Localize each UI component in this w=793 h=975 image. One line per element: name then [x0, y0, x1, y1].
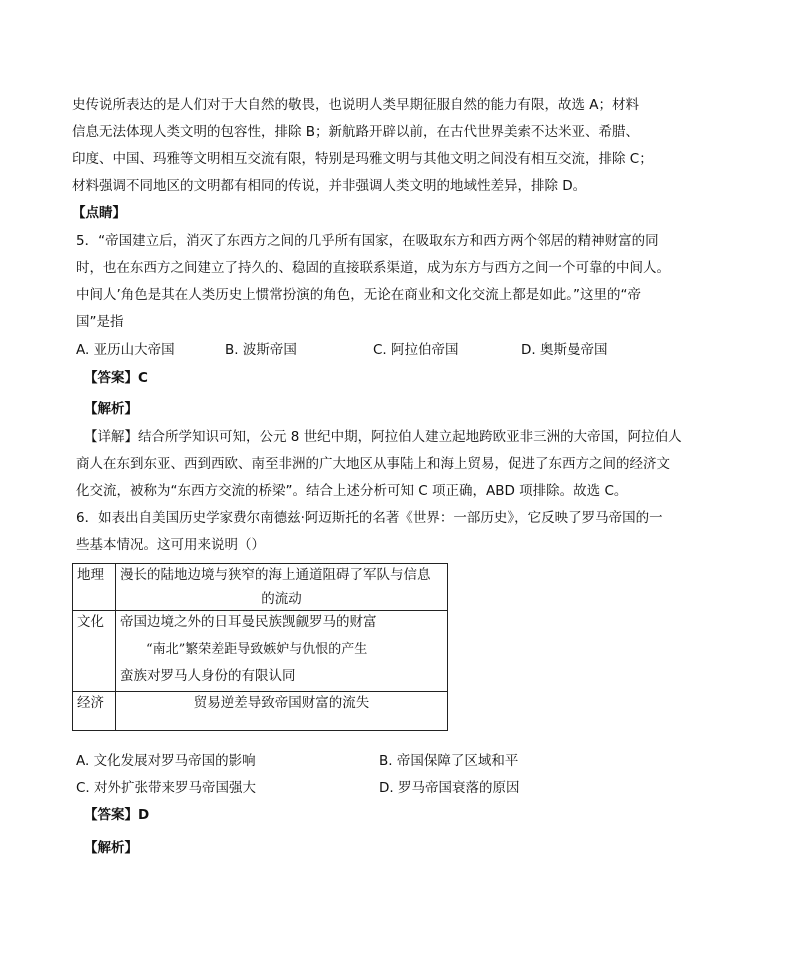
- table-label-geo: 地理: [73, 564, 116, 611]
- table-row: [73, 611, 448, 692]
- q6-option-d: D. 罗马帝国衰落的原因: [379, 780, 520, 796]
- rome-info-table: [72, 563, 448, 731]
- q5-option-c: C. 阿拉伯帝国: [373, 342, 459, 358]
- table-cell-econ: [116, 692, 448, 731]
- question-5-line: 中间人’角色是其在人类历史上惯常扮演的角色，无论在商业和文化交流上都是如此。”这里的“帝: [76, 287, 642, 303]
- question-5-line: 国”是指: [76, 314, 124, 330]
- paragraph-line: 材料强调不同地区的文明都有相同的传说，并非强调人类文明的地域性差异，排除 D。: [72, 178, 587, 194]
- table-cell-text: 帝国边境之外的日耳曼民族觊觎罗马的财富: [120, 614, 377, 630]
- paragraph-line: 史传说所表达的是人们对于大自然的敬畏，也说明人类早期征服自然的能力有限，故选 A；材料: [72, 97, 640, 113]
- table-label-culture: 文化: [73, 611, 116, 692]
- table-label-econ: 经济: [73, 692, 116, 731]
- paragraph-line: 信息无法体现人类文明的包容性，排除 B；新航路开辟以前，在古代世界美索不达米亚、希腊、: [72, 124, 640, 140]
- q6-option-b: B. 帝国保障了区域和平: [379, 753, 519, 769]
- q5-detail-line: 商人在东到东亚、西到西欧、南至非洲的广大地区从事陆上和海上贸易，促进了东西方之间的经济文: [76, 456, 670, 472]
- q6-answer: 【答案】D: [84, 807, 150, 823]
- table-row: [73, 564, 448, 611]
- table-cell-text: 贸易逆差导致帝国财富的流失: [193, 695, 370, 711]
- table-row: [73, 692, 448, 731]
- q5-detail-line: 【详解】结合所学知识可知，公元 8 世纪中期，阿拉伯人建立起地跨欧亚非三洲的大帝国，阿拉伯人: [84, 429, 682, 445]
- table-cell-text: 漫长的陆地边境与狭窄的海上通道阻碍了军队与信息: [120, 567, 431, 583]
- table-cell-text: 蛮族对罗马人身份的有限认同: [120, 668, 296, 684]
- q5-option-b: B. 波斯帝国: [225, 342, 297, 358]
- q5-option-d: D. 奥斯曼帝国: [521, 342, 608, 358]
- q5-detail-line: 化交流，被称为“东西方交流的桥梁”。结合上述分析可知 C 项正确，ABD 项排除。故选 C。: [76, 483, 628, 499]
- table-cell-culture: [116, 611, 448, 692]
- q6-option-c: C. 对外扩张带来罗马帝国强大: [76, 780, 257, 796]
- q5-answer: 【答案】C: [84, 370, 148, 386]
- question-6-line: 6．如表出自美国历史学家费尔南德兹·阿迈斯托的名著《世界：一部历史》，它反映了罗马帝国的一: [76, 510, 663, 526]
- paragraph-line: 印度、中国、玛雅等文明相互交流有限，特别是玛雅文明与其他文明之间没有相互交流，排除 C；: [72, 151, 653, 167]
- table-cell-text: 的流动: [261, 591, 302, 607]
- q5-option-a: A. 亚历山大帝国: [76, 342, 175, 358]
- question-6-line: 些基本情况。这可用来说明（）: [76, 537, 265, 553]
- q6-option-a: A. 文化发展对罗马帝国的影响: [76, 753, 256, 769]
- q6-analysis-heading: 【解析】: [84, 840, 138, 856]
- question-5-line: 5．“帝国建立后，消灭了东西方之间的几乎所有国家，在吸取东方和西方两个邻居的精神财富的同: [76, 233, 659, 249]
- question-5-line: 时，也在东西方之间建立了持久的、稳固的直接联系渠道，成为东方与西方之间一个可靠的中间人。: [76, 260, 670, 276]
- table-cell-geo: [116, 564, 448, 611]
- section-heading-dianjing: 【点睛】: [72, 205, 126, 221]
- q5-analysis-heading: 【解析】: [84, 401, 138, 417]
- table-cell-text: “南北”繁荣差距导致嫉妒与仇恨的产生: [146, 642, 368, 657]
